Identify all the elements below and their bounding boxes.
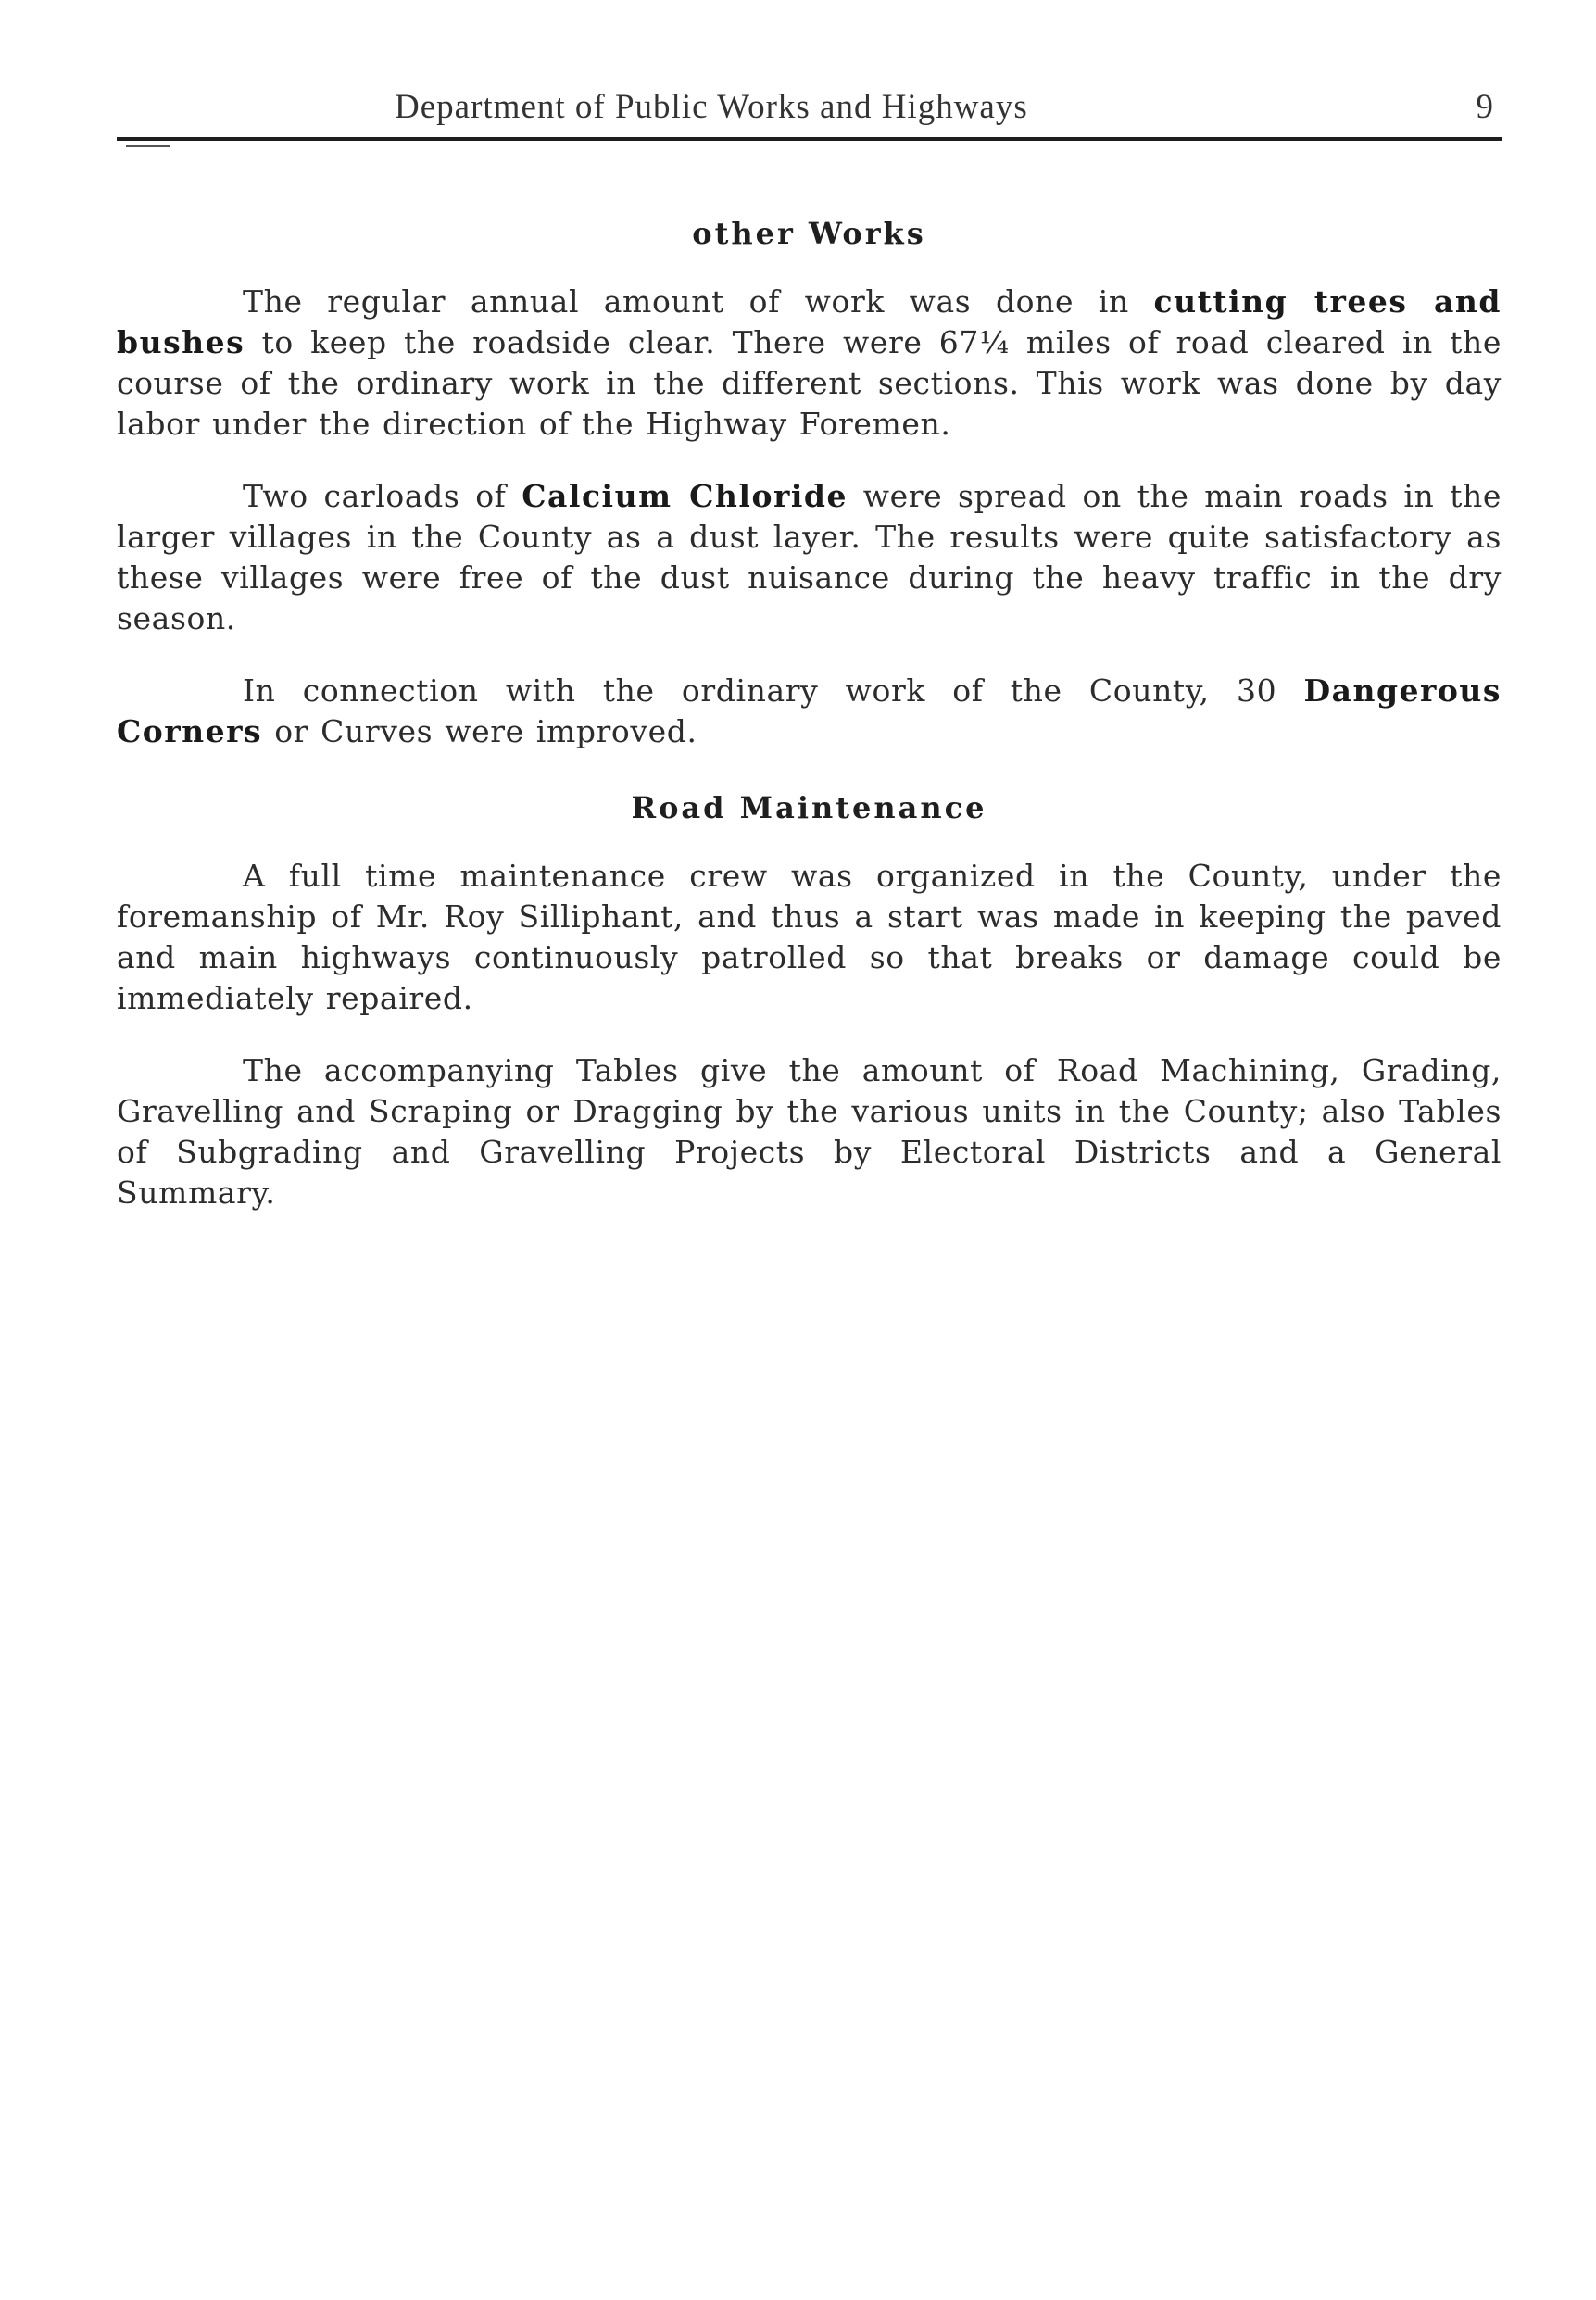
paragraph <box>117 856 1502 1019</box>
emphasis-text: cutting trees and bushes <box>117 283 1502 360</box>
paragraph-text: or Curves were improved. <box>262 713 697 749</box>
emphasis-text: Calcium Chloride <box>522 478 848 514</box>
paragraph <box>117 1050 1502 1213</box>
body-text <box>117 209 1502 1213</box>
page-number: 9 <box>1476 88 1494 126</box>
running-head <box>117 87 1502 133</box>
paragraph-text: The accompanying Tables give the amount of Road Machining, Grading, Gravelling and Scraping or Dragging by the various units in the County; also Tables of Subgrading and Gravelling Projects by Electoral Districts and a General Summary. <box>117 1052 1502 1211</box>
paragraph <box>117 282 1502 445</box>
paragraph-text: Two carloads of <box>243 478 522 514</box>
paragraph-text: A full time maintenance crew was organized in the County, under the foremanship of Mr. Roy Silliphant, and thus a start was made in keeping the paved and main highways continuously patrolled so that breaks or damage could be immediately repaired. <box>117 858 1502 1016</box>
paragraph <box>117 476 1502 639</box>
paragraph-text: In connection with the ordinary work of the County, 30 <box>243 672 1304 709</box>
header-rule-mark <box>126 145 170 147</box>
section-road-maintenance <box>117 784 1502 1213</box>
running-head-title: Department of Public Works and Highways <box>395 88 1028 126</box>
header-rule <box>117 137 1502 141</box>
paragraph <box>117 671 1502 752</box>
section-heading: other Works <box>692 216 926 251</box>
emphasis-text: Dangerous Corners <box>117 672 1502 749</box>
section-heading: Road Maintenance <box>631 790 987 825</box>
section-other-works <box>117 209 1502 752</box>
paragraph-text: to keep the roadside clear. There were 67¼ miles of road cleared in the course of the ordinary work in the different sections. This work was done by day labor under the direction of the Highway Foremen. <box>117 324 1502 442</box>
paragraph-text: The regular annual amount of work was done in <box>243 283 1154 320</box>
paragraph-text: were spread on the main roads in the larger villages in the County as a dust layer. The results were quite satisfactory as these villages were free of the dust nuisance during the heavy traffic in the dry season. <box>117 478 1502 636</box>
